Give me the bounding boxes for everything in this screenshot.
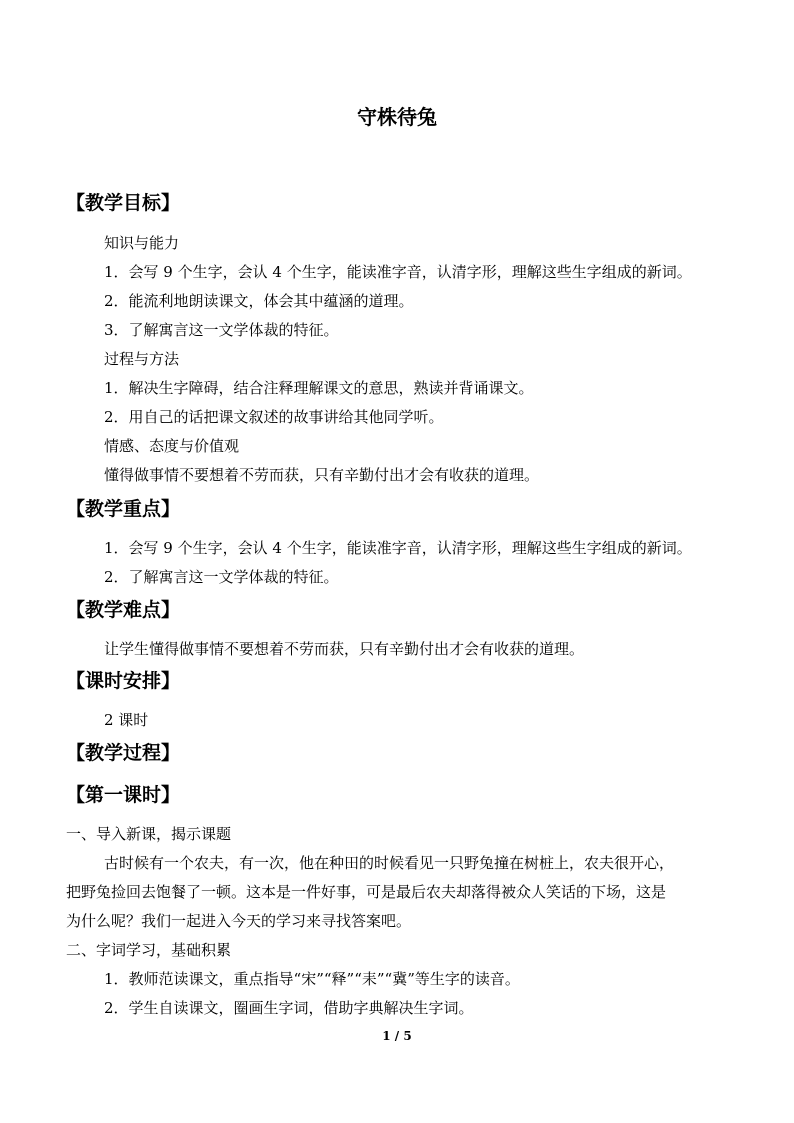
schedule-text: 2 课时 xyxy=(104,711,149,729)
section-heading-objectives: 【教学目标】 xyxy=(66,192,181,214)
lesson-item: 1．教师范读课文，重点指导“宋”“释”“耒”“冀”等生字的读音。 xyxy=(104,970,520,988)
objective-item: 1．会写 9 个生字，会认 4 个生字，能读准字音，认清字形，理解这些生字组成的新词。 xyxy=(104,263,692,281)
objective-item: 3．了解寓言这一文学体裁的特征。 xyxy=(104,321,339,339)
lesson-part-title: 二、字词学习，基础积累 xyxy=(66,941,232,959)
section-heading-process: 【教学过程】 xyxy=(66,742,181,764)
lesson-paragraph-line: 为什么呢？我们一起进入今天的学习来寻找答案吧。 xyxy=(66,912,412,930)
difficulty-text: 让学生懂得做事情不要想着不劳而获，只有辛勤付出才会有收获的道理。 xyxy=(104,640,585,658)
section-heading-schedule: 【课时安排】 xyxy=(66,670,181,692)
section-heading-lesson1: 【第一课时】 xyxy=(66,784,181,806)
subheading-knowledge: 知识与能力 xyxy=(104,234,180,252)
section-heading-key-points: 【教学重点】 xyxy=(66,498,181,520)
page-title: 守株待兔 xyxy=(357,105,437,129)
lesson-item: 2．学生自读课文，圈画生字词，借助字典解决生字词。 xyxy=(104,999,474,1017)
objective-item: 1．解决生字障碍，结合注释理解课文的意思，熟读并背诵课文。 xyxy=(104,379,534,397)
lesson-paragraph-line: 把野兔捡回去饱餐了一顿。这本是一件好事，可是最后农夫却落得被众人笑话的下场，这是 xyxy=(66,883,667,901)
key-point-item: 2．了解寓言这一文学体裁的特征。 xyxy=(104,568,339,586)
subheading-values: 情感、态度与价值观 xyxy=(104,437,240,455)
page-number: 1 / 5 xyxy=(382,1029,412,1043)
objective-item: 2．用自己的话把课文叙述的故事讲给其他同学听。 xyxy=(104,408,444,426)
lesson-part-title: 一、导入新课，揭示课题 xyxy=(66,825,232,843)
key-point-item: 1．会写 9 个生字，会认 4 个生字，能读准字音，认清字形，理解这些生字组成的新词。 xyxy=(104,539,692,557)
section-heading-difficulties: 【教学难点】 xyxy=(66,599,181,621)
objective-item: 2．能流利地朗读课文，体会其中蕴涵的道理。 xyxy=(104,292,414,310)
lesson-paragraph-line: 古时候有一个农夫，有一次，他在种田的时候看见一只野兔撞在树桩上，农夫很开心， xyxy=(104,854,675,872)
subheading-process: 过程与方法 xyxy=(104,350,180,368)
values-text: 懂得做事情不要想着不劳而获，只有辛勤付出才会有收获的道理。 xyxy=(104,466,540,484)
